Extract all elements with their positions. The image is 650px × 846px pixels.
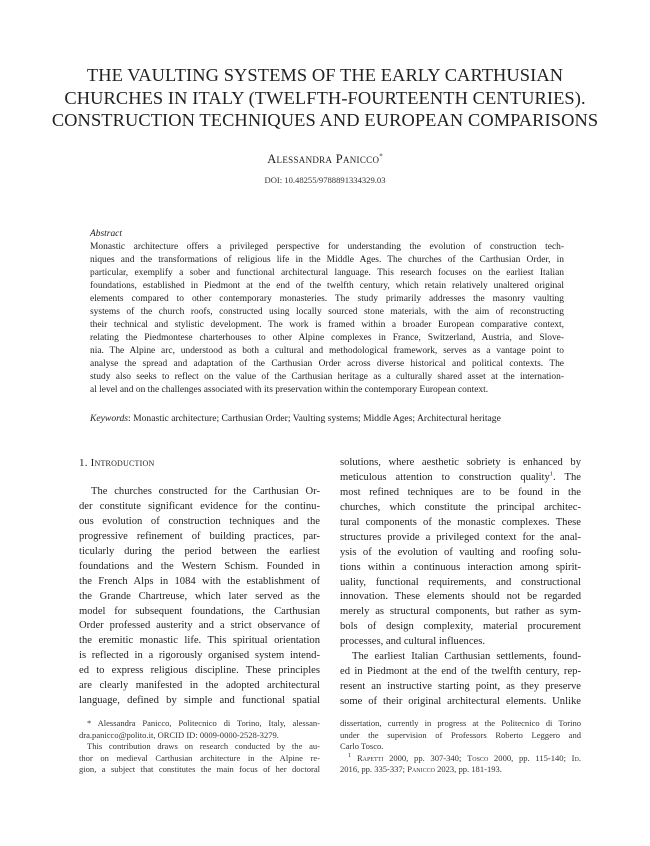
body-line: ous evolution of construction techniques and the <box>79 515 320 527</box>
body-line: processes, and cultural influences. <box>340 636 486 648</box>
title-line-3: CONSTRUCTION TECHNIQUES AND EUROPEAN COMPARISONS <box>51 110 599 130</box>
body-line: some of their original architectural elements. Unlike <box>340 696 581 707</box>
footnote-line: dra.panicco@polito.it, ORCID ID: 0009-0000-2528-3279. <box>79 729 279 740</box>
section-heading: 1. Introduction <box>79 457 155 469</box>
title-line-1: THE VAULTING SYSTEMS OF THE EARLY CARTHUSIAN <box>86 65 564 85</box>
citation-text: 2016, pp. 335-337; <box>340 764 408 775</box>
body-line-text: meticulous attention to construction quality <box>340 471 550 483</box>
author-footnote-mark: * <box>379 152 383 161</box>
body-line: structures provide a privileged context for the anal- <box>340 531 581 543</box>
abstract-line: systems of the church roofs, constructed using locally sourced stone materials, with the aim of reconstructing <box>90 307 564 317</box>
body-line: the eremitic monastic life. This spiritual orientation <box>79 635 320 647</box>
body-line: language, defined by simple and functional spatial <box>79 695 320 707</box>
body-line: The earliest Italian Carthusian settlements, found- <box>352 651 581 663</box>
citation-text: 2000, pp. 115-140; <box>488 752 572 763</box>
footnote-line: gion, a subject that constitutes the main focus of her doctoral <box>79 764 320 775</box>
body-line: tions within a continuous interaction among spirit- <box>340 561 581 573</box>
footnote-mark-1: 1 <box>348 751 352 759</box>
body-line: The churches constructed for the Carthusian Or- <box>91 486 320 497</box>
abstract-line: study also seeks to reflect on the value of the Carthusian heritage as a culturally shared asset at the internation- <box>90 372 564 382</box>
body-line: is reflected in a rigorously organised system intend- <box>79 650 320 662</box>
abstract-line: al level and on the challenges associated with its preservation within the contemporary European context. <box>90 385 489 395</box>
body-column-left <box>79 456 320 709</box>
abstract-line: analyse the spread and adaptation of the Carthusian Order across diverse historical and political contexts. The <box>90 359 564 369</box>
footnote-line: * Alessandra Panicco, Politecnico di Torino, Italy, alessan- <box>87 718 320 728</box>
doi: DOI: 10.48255/9788891334329.03 <box>264 175 386 185</box>
body-line: innovation. These elements should not be regarded <box>340 591 581 603</box>
citation-author: Rapetti <box>356 752 384 763</box>
body-line: ed in Piedmont at the end of the twelfth century, rep- <box>340 666 581 678</box>
body-line: churches, which constitute the principal architec- <box>340 501 581 513</box>
body-line: tural components of the monastic complexes. These <box>340 516 581 528</box>
body-line: progressive refinement of building practices, par- <box>79 530 320 542</box>
body-line: most refined techniques are to be found in the <box>340 486 581 498</box>
footnote-line: This contribution draws on research conducted by the au- <box>87 741 320 752</box>
body-line: ticularly during the period between the earliest <box>79 545 320 557</box>
body-line: are clearly manifested in the adopted architectural <box>79 680 320 692</box>
footnote-line: thor on medieval Carthusian architecture in the Alpine re- <box>79 752 320 763</box>
abstract-line: relating the Piedmontese charterhouses to other Alpine complexes in France, Switzerland, Austria, and Slove- <box>90 333 564 343</box>
title-line-2: CHURCHES IN ITALY (TWELFTH-FOURTEENTH CENTURIES). <box>64 87 586 108</box>
footnote-1 <box>340 753 581 765</box>
footnotes-right <box>340 718 581 776</box>
footnote-1-cont <box>340 764 581 776</box>
body-column-right <box>340 456 581 710</box>
body-line: uality, functional requirements, and constructional <box>340 576 581 588</box>
abstract-line: niques and the transformations of religious life in the Middle Ages. The churches of the Carthusian Order, in <box>90 255 564 265</box>
body-line: foundations and the Western Schism. Founded in <box>79 560 320 572</box>
body-line: the Grande Chartreuse, which later served as the <box>79 590 320 602</box>
footnotes-left <box>79 718 320 776</box>
footnote-line: dissertation, currently in progress at the Politecnico di Torino <box>340 718 581 728</box>
body-line-text: . The <box>553 471 582 483</box>
body-line: model for subsequent foundations, the Carthusian <box>79 605 320 617</box>
body-line: der constitute significant evidence for the continu- <box>79 500 320 512</box>
body-line: merely as structural components, but rather as sym- <box>340 606 581 618</box>
citation-author: Panicco <box>407 764 435 775</box>
body-line: bols of design complexity, material procurement <box>340 621 581 633</box>
citation-author: Tosco <box>467 752 489 763</box>
citation-author: Id. <box>571 752 581 763</box>
body-line-with-footnote <box>340 471 581 486</box>
keywords <box>90 413 564 424</box>
abstract-line: their technical and stylistic development. The work is framed within a broader European comparative context, <box>90 320 564 330</box>
paper-title <box>40 64 610 132</box>
abstract-line: Monastic architecture offers a privileged perspective for understanding the evolution of construction tech- <box>90 242 564 252</box>
abstract <box>90 228 564 397</box>
footnote-line: Carlo Tosco. <box>340 741 384 752</box>
keywords-text: : Monastic architecture; Carthusian Order; Vaulting systems; Middle Ages; Architectural heritage <box>128 413 501 424</box>
abstract-line: foundations, established in Piedmont at the end of the twelfth century, which retain relatively unaltered original <box>90 281 564 291</box>
author-name: Alessandra Panicco <box>267 152 380 166</box>
abstract-line: particular, exemplify a sober and functional architectural language. This research focuses on the earliest Italian <box>90 268 564 278</box>
keywords-label: Keywords <box>90 413 129 424</box>
abstract-line: nia. The Alpine arc, understood as both a cultural and methodological framework, serves as a vantage point to <box>90 346 564 356</box>
body-line: the French Alps in 1084 with the establishment of <box>79 575 320 587</box>
body-line: Order professed austerity and a strict observance of <box>79 620 320 632</box>
abstract-line: elements compared to other contemporary monasteries. The study primarily addresses the masonry vaulting <box>90 294 564 304</box>
body-line: ed to express religious discipline. These principles <box>79 665 320 677</box>
body-line: solutions, where aesthetic sobriety is enhanced by <box>340 457 581 468</box>
footnote-line: under the supervision of Professors Roberto Leggero and <box>340 729 581 740</box>
author-line <box>0 152 650 167</box>
footnote-ref-1: 1 <box>549 470 554 478</box>
body-line: ysis of the evolution of vaulting and roofing solu- <box>340 546 581 558</box>
abstract-label: Abstract <box>90 229 122 239</box>
citation-text: 2000, pp. 307-340; <box>383 752 468 763</box>
body-line: resent an instructive starting point, as they preserve <box>340 681 581 693</box>
citation-text: 2023, pp. 181-193. <box>434 764 502 775</box>
